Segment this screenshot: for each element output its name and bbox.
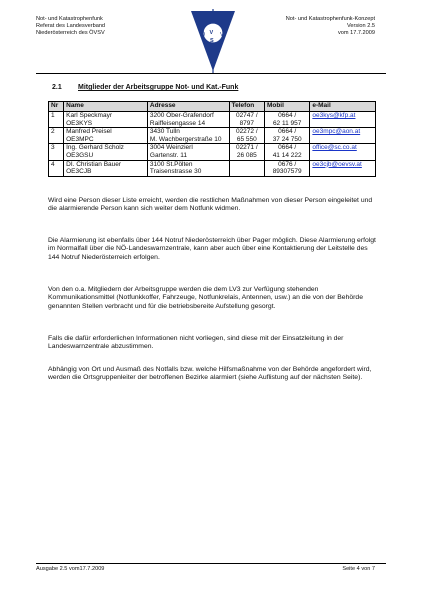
cell-address xyxy=(147,144,229,160)
table-header-row xyxy=(49,102,376,112)
email-link[interactable]: oe3mpc@aon.at xyxy=(312,128,361,136)
phone-line: 02271 / xyxy=(235,144,258,152)
address-line: 3100 St.Pölten xyxy=(149,160,193,168)
cell-nr: 3 xyxy=(49,144,64,160)
column-header: Mobil xyxy=(264,102,309,112)
body-paragraph: Falls die dafür erforderlichen Informationen nicht vorliegen, sind diese mit der Einsatzleitung in der Landeswarnzentrale abzustimmen. xyxy=(48,335,344,351)
name-line: DI. Christian Bauer xyxy=(66,160,122,168)
column-header: Adresse xyxy=(147,102,229,112)
cell-address xyxy=(147,128,229,144)
address-line: 3430 Tulln xyxy=(149,128,180,136)
phone-line: 65 550 xyxy=(236,135,257,143)
body-paragraph: Abhängig von Ort und Ausmaß des Notfalls bzw. welche Hilfsmaßnahme von der Behörde angefordert wird, werden die Ortsgruppenleiter der betroffenen Bezirke alarmiert (siehe Auflistung auf der nächsten Seite). xyxy=(48,366,372,382)
members-table xyxy=(48,101,376,177)
cell-mobile xyxy=(264,128,309,144)
cell-mobile xyxy=(264,112,309,128)
name-line: Ing. Gerhard Scholz xyxy=(66,144,124,152)
cell-address xyxy=(147,112,229,128)
oevsv-logo xyxy=(183,7,243,75)
callsign: OE3GSU xyxy=(66,151,94,159)
footer-divider xyxy=(36,563,386,564)
header-right-line: vom 17.7.2009 xyxy=(337,30,375,37)
cell-mobile xyxy=(264,144,309,160)
header-left-line: Not- und Katastrophenfunk xyxy=(36,16,103,22)
address-line: Raiffeisengasse 14 xyxy=(149,119,206,127)
address-line: 3200 Ober-Grafendorf xyxy=(149,112,214,119)
logo-letter: V xyxy=(209,30,214,36)
mobile-line: 0664 / xyxy=(278,112,297,119)
mobile-line: 0664 / xyxy=(278,144,297,152)
mobile-line: 37 24 750 xyxy=(272,135,302,143)
footer-edition: Ausgabe 2.5 vom17.7.2009 xyxy=(36,566,105,572)
table-row xyxy=(49,160,376,176)
footer-page-number: Seite 4 von 7 xyxy=(342,566,375,572)
body-paragraph: Die Alarmierung ist ebenfalls über 144 Notruf Niederösterreich über Pager möglich. Diese Alarmierung erfolgt im Normalfall über die NÖ-Landeswarnzentrale, kann aber auch über eine Kontaktierung der Leitstelle des 144 Notruf Niederösterreich erfolgen. xyxy=(48,237,376,261)
body-paragraph: Von den o.a. Mitgliedern der Arbeitsgruppe werden die dem LV3 zur Verfügung stehenden Kommunikationsmittel (Notfunkkoffer, Fahrzeuge, Notfunkrelais, Antennen, usw.) an die von der Behörde genannten Stellen verbracht und für die betriebsbereite Aufstellung gesorgt. xyxy=(48,286,363,310)
phone-line: 02272 / xyxy=(235,128,258,136)
column-header: Nr xyxy=(49,102,64,112)
header-left xyxy=(36,16,105,38)
phone-line: 26 085 xyxy=(236,151,257,159)
phone-line: 02747 / xyxy=(235,112,258,119)
cell-nr: 2 xyxy=(49,128,64,144)
mobile-line: 41 14 222 xyxy=(272,151,302,159)
section-number: 2.1 xyxy=(52,84,62,91)
cell-nr: 1 xyxy=(49,112,64,128)
cell-email xyxy=(310,128,376,144)
cell-name xyxy=(64,160,148,176)
header-right xyxy=(286,16,375,38)
name-line: Manfred Preisel xyxy=(66,128,112,136)
logo-letter: S xyxy=(210,38,214,44)
cell-phone xyxy=(229,128,264,144)
name-line: Karl Speckmayr xyxy=(66,112,112,119)
cell-address xyxy=(147,160,229,176)
callsign: OE3CJB xyxy=(66,168,92,176)
email-link[interactable]: oe3kys@kfp.at xyxy=(312,112,356,119)
mobile-line: 0676 / xyxy=(278,160,297,168)
header-right-line: Version 2.5 xyxy=(347,23,375,30)
header-left-line: Niederösterreich des ÖVSV xyxy=(36,30,105,37)
cell-email xyxy=(310,160,376,176)
header-right-line: Not- und Katastrophenfunk-Konzept xyxy=(285,16,375,22)
cell-nr: 4 xyxy=(49,160,64,176)
callsign: OE3MPC xyxy=(66,135,94,143)
address-line: M. Wachbergerstraße 10 xyxy=(149,135,222,143)
cell-mobile xyxy=(264,160,309,176)
email-link[interactable]: office@sc.co.at xyxy=(312,144,357,152)
mobile-line: 0664 / xyxy=(278,128,297,136)
mobile-line: 89307579 xyxy=(272,168,302,176)
phone-line: 8797 xyxy=(239,119,255,127)
header-divider xyxy=(36,73,386,74)
email-link[interactable]: oe3cjb@oevsv.at xyxy=(312,160,362,168)
table-row xyxy=(49,128,376,144)
cell-email xyxy=(310,144,376,160)
logo-letter: V xyxy=(220,32,224,38)
column-header: Name xyxy=(64,102,148,112)
address-line: Gartenstr. 11 xyxy=(149,151,187,159)
header-left-line: Referat des Landesverband xyxy=(36,23,106,30)
section-title: Mitglieder der Arbeitsgruppe Not- und Kat.-Funk xyxy=(78,84,239,91)
cell-name xyxy=(64,144,148,160)
cell-name xyxy=(64,128,148,144)
column-header: e-Mail xyxy=(310,102,376,112)
cell-email xyxy=(310,112,376,128)
table-row xyxy=(49,112,376,128)
logo-letter: Ö xyxy=(201,32,206,38)
body-paragraph: Wird eine Person dieser Liste erreicht, werden die restlichen Maßnahmen von dieser Person eingeleitet und die alarmierende Person kann sich weiter dem Notfunk widmen. xyxy=(48,197,373,213)
table-row xyxy=(49,144,376,160)
address-line: Traisenstrasse 30 xyxy=(149,168,202,176)
cell-phone xyxy=(229,160,264,176)
column-header: Telefon xyxy=(229,102,264,112)
address-line: 3004 Weinzierl xyxy=(149,144,193,152)
mobile-line: 62 11 957 xyxy=(272,119,302,127)
cell-name xyxy=(64,112,148,128)
cell-phone xyxy=(229,144,264,160)
cell-phone xyxy=(229,112,264,128)
callsign: OE3KYS xyxy=(66,119,93,127)
